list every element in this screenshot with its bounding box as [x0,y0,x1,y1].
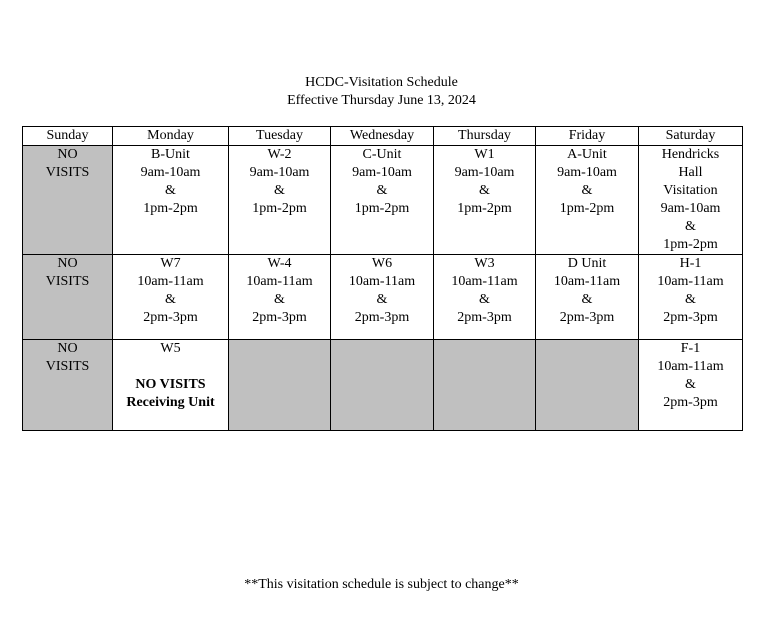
time-slot: 1pm-2pm [559,201,615,216]
cell-wednesday [331,146,434,255]
cell-line: NO [57,147,78,162]
ampersand: & [479,183,490,198]
cell-saturday [639,255,743,340]
cell-tuesday [229,146,331,255]
unit-name: W3 [474,256,495,271]
cell-sunday [23,340,113,431]
cell-sunday [23,255,113,340]
ampersand: & [274,183,285,198]
table-row [23,340,743,431]
cell-wednesday [331,255,434,340]
schedule-effective-date: Effective Thursday June 13, 2024 [287,93,476,108]
cell-tuesday [229,255,331,340]
time-slot: 1pm-2pm [354,201,410,216]
time-slot: 10am-11am [657,359,724,374]
time-slot: 10am-11am [137,274,204,289]
ampersand: & [685,292,696,307]
unit-name: W1 [474,147,495,162]
time-slot: 2pm-3pm [252,310,307,325]
unit-name: Hall [678,165,703,180]
cell-wednesday-closed [331,340,434,431]
receiving-unit-notice: Receiving Unit [126,395,215,410]
time-slot: 9am-10am [140,165,201,180]
header-monday: Monday [113,127,229,146]
schedule-heading [0,74,763,110]
no-visits-notice: NO VISITS [135,377,206,392]
schedule-title: HCDC-Visitation Schedule [305,75,458,90]
ampersand: & [581,292,593,307]
schedule-disclaimer: **This visitation schedule is subject to change** [244,577,519,592]
cell-tuesday-closed [229,340,331,431]
cell-line: NO [57,341,78,356]
cell-line: VISITS [45,359,90,374]
cell-saturday [639,340,743,431]
time-slot: 9am-10am [557,165,617,180]
header-thursday: Thursday [434,127,536,146]
header-friday: Friday [536,127,639,146]
ampersand: & [165,183,176,198]
cell-line: VISITS [45,274,90,289]
cell-friday-closed [536,340,639,431]
time-slot: 2pm-3pm [457,310,512,325]
unit-name: F-1 [680,341,701,356]
cell-line: VISITS [45,165,90,180]
header-sunday: Sunday [23,127,113,146]
time-slot: 9am-10am [660,201,721,216]
cell-thursday-closed [434,340,536,431]
unit-name: A-Unit [567,147,607,162]
unit-name: B-Unit [151,147,190,162]
visitation-schedule-table [22,126,743,431]
unit-name: Visitation [663,183,718,198]
table-header-row [23,127,743,146]
time-slot: 1pm-2pm [143,201,198,216]
unit-name: W7 [160,256,181,271]
unit-name: W5 [160,341,181,356]
cell-friday [536,255,639,340]
cell-friday [536,146,639,255]
unit-name: W6 [371,256,393,271]
time-slot: 10am-11am [348,274,416,289]
ampersand: & [165,292,176,307]
ampersand: & [479,292,490,307]
ampersand: & [581,183,593,198]
time-slot: 10am-11am [451,274,518,289]
cell-line: NO [57,256,78,271]
ampersand: & [376,183,388,198]
time-slot: 10am-11am [657,274,724,289]
cell-sunday [23,146,113,255]
time-slot: 9am-10am [454,165,515,180]
unit-name: W-4 [267,256,292,271]
time-slot: 2pm-3pm [354,310,410,325]
time-slot: 1pm-2pm [457,201,512,216]
cell-monday [113,340,229,431]
cell-monday [113,146,229,255]
header-saturday: Saturday [639,127,743,146]
time-slot: 2pm-3pm [559,310,615,325]
time-slot: 2pm-3pm [663,395,718,410]
table-row [23,146,743,255]
ampersand: & [376,292,388,307]
ampersand: & [685,377,696,392]
time-slot: 2pm-3pm [663,310,718,325]
unit-name: D Unit [567,256,607,271]
time-slot: 9am-10am [352,165,412,180]
cell-thursday [434,146,536,255]
time-slot: 10am-11am [553,274,621,289]
ampersand: & [274,292,285,307]
unit-name: H-1 [679,256,702,271]
ampersand: & [685,219,696,234]
cell-saturday [639,146,743,255]
header-tuesday: Tuesday [229,127,331,146]
cell-spacer [113,358,228,376]
unit-name: C-Unit [362,147,402,162]
cell-monday [113,255,229,340]
unit-name: Hendricks [661,147,720,162]
cell-thursday [434,255,536,340]
time-slot: 9am-10am [249,165,310,180]
time-slot: 2pm-3pm [143,310,198,325]
time-slot: 1pm-2pm [663,237,718,252]
table-row [23,255,743,340]
unit-name: W-2 [267,147,292,162]
time-slot: 10am-11am [246,274,313,289]
time-slot: 1pm-2pm [252,201,307,216]
header-wednesday: Wednesday [331,127,434,146]
